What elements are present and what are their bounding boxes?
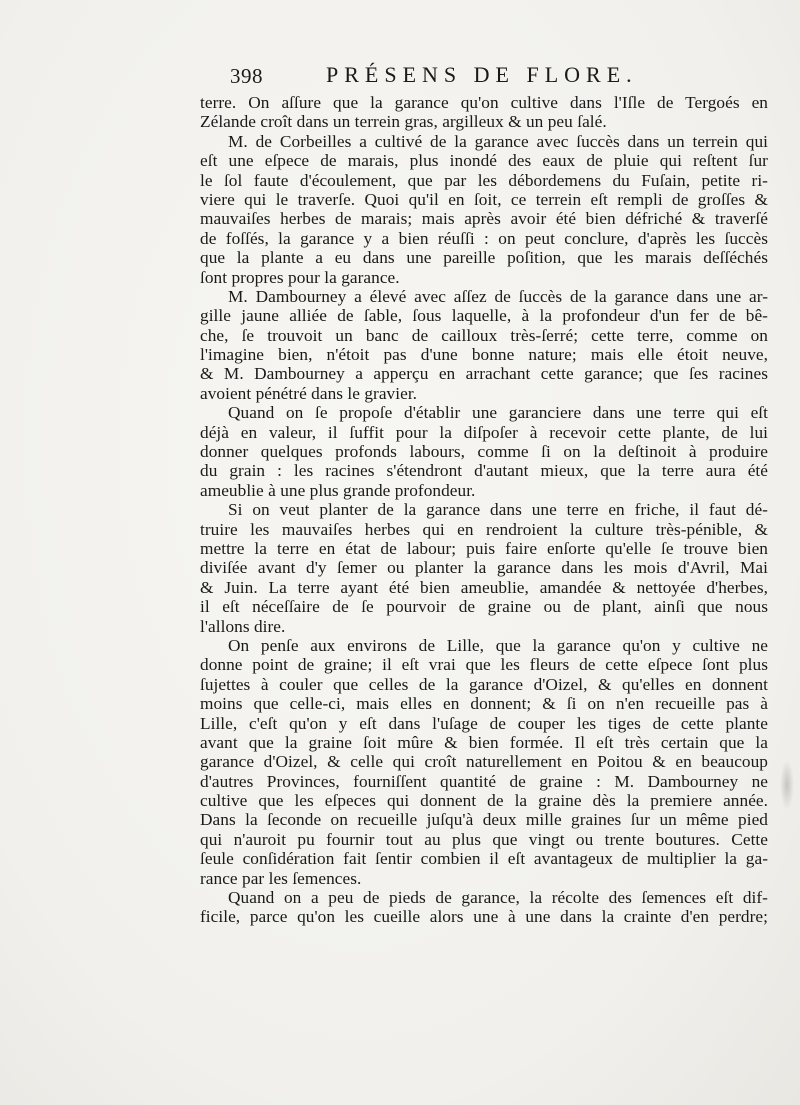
text-line: & Juin. La terre ayant été bien ameublie, amandée & nettoyée d'herbes, <box>200 577 768 597</box>
text-line: On penſe aux environs de Lille, que la garance qu'on y cultive ne <box>228 635 768 655</box>
text-line: garance d'Oizel, & celle qui croît naturellement en Poitou & en beaucoup <box>200 752 768 772</box>
text-line: d'autres Provinces, fourniſſent quantité de graine : M. Dambourney ne <box>200 771 768 791</box>
text-line: cultive que les eſpeces qui donnent de la graine dès la premiere année. <box>200 791 768 811</box>
text-line: Lille, c'eſt qu'on y eſt dans l'uſage de couper les tiges de cette plante <box>200 713 768 733</box>
text-line: ſont propres pour la garance. <box>200 267 400 287</box>
text-line: Dans la ſeconde on recueille juſqu'à deux mille graines ſur un même pied <box>200 810 768 830</box>
text-line: Si on veut planter de la garance dans une terre en friche, il faut dé- <box>228 500 768 520</box>
text-line: que la plante a eu dans une pareille poſition, que les marais deſſéchés <box>200 248 768 268</box>
text-line: avant que la graine ſoit mûre & bien formée. Il eſt très certain que la <box>200 732 768 752</box>
text-line: mettre la terre en état de labour; puis faire enſorte qu'elle ſe trouve bien <box>200 538 768 558</box>
text-line: Quand on ſe propoſe d'établir une garanciere dans une terre qui eſt <box>228 403 768 423</box>
text-line: rance par les ſemences. <box>200 868 362 888</box>
text-line: & M. Dambourney a apperçu en arrachant cette garance; que ſes racines <box>200 364 768 384</box>
text-line: terre. On aſſure que la garance qu'on cultive dans l'Iſle de Tergoés en <box>200 93 768 112</box>
text-line: che, ſe trouvoit un banc de cailloux très-ſerré; cette terre, comme on <box>200 325 768 345</box>
paragraph <box>200 132 768 287</box>
text-line: ſeule conſidération fait ſentir combien il eſt avantageux de multiplier la ga- <box>200 849 768 869</box>
paragraph <box>200 636 768 888</box>
text-line: ficile, parce qu'on les cueille alors une à une dans la crainte d'en perdre; <box>200 907 768 927</box>
text-line: l'allons dire. <box>200 616 286 636</box>
text-line: du grain : les racines s'étendront d'autant mieux, que la terre aura été <box>200 461 768 481</box>
text-line: ameublie à une plus grande profondeur. <box>200 480 476 500</box>
text-line: donne point de graine; il eſt vrai que les fleurs de cette eſpece ſont plus <box>200 655 768 675</box>
text-line: ſujettes à couler que celles de la garance d'Oizel, & qu'elles en donnent <box>200 674 768 694</box>
text-line: il eſt néceſſaire de ſe pourvoir de graine ou de plant, ainſi que nous <box>200 597 768 617</box>
running-title: PRÉSENS DE FLORE. <box>326 62 638 87</box>
body-text <box>200 93 768 927</box>
paragraph <box>200 403 768 500</box>
text-line: le ſol faute d'écoulement, que par les débordemens du Fuſain, petite ri- <box>200 170 768 190</box>
paragraph <box>200 500 768 636</box>
page-header <box>230 62 652 92</box>
text-line: de foſſés, la garance y a bien réuſſi : on peut conclure, d'après les ſuccès <box>200 228 768 248</box>
paragraph <box>200 888 768 927</box>
text-line: M. de Corbeilles a cultivé de la garance avec ſuccès dans un terrein qui <box>228 131 768 151</box>
paragraph <box>200 93 768 132</box>
text-line: Quand on a peu de pieds de garance, la récolte des ſemences eſt dif- <box>228 888 768 908</box>
page-stain <box>780 760 794 810</box>
text-line: gille jaune alliée de ſable, ſous laquelle, à la profondeur d'un fer de bê- <box>200 306 768 326</box>
text-line: avoient pénétré dans le gravier. <box>200 383 418 403</box>
text-line: moins que celle-ci, mais elles en donnent; & ſi on n'en recueille pas à <box>200 694 768 714</box>
text-line: truire les mauvaiſes herbes qui en rendroient la culture très-pénible, & <box>200 519 768 539</box>
text-line: viere qui le traverſe. Quoi qu'il en ſoit, ce terrein eſt rempli de groſſes & <box>200 189 768 209</box>
text-line: M. Dambourney a élevé avec aſſez de ſuccès de la garance dans une ar- <box>228 286 768 306</box>
text-line: déjà en valeur, il ſuffit pour la diſpoſer à recevoir cette plante, de lui <box>200 422 768 442</box>
paragraph <box>200 287 768 403</box>
text-line: mauvaiſes herbes de marais; mais après avoir été bien défriché & traverſé <box>200 209 768 229</box>
text-line: donner quelques profonds labours, comme ſi on la deſtinoit à produire <box>200 442 768 462</box>
text-line: qui n'auroit pu fournir tout au plus que vingt ou trente boutures. Cette <box>200 829 768 849</box>
text-line: eſt une eſpece de marais, plus inondé des eaux de pluie qui reſtent ſur <box>200 151 768 171</box>
text-line: diviſée avant d'y ſemer ou planter la garance dans les mois d'Avril, Mai <box>200 558 768 578</box>
page-number: 398 <box>230 64 263 88</box>
text-line: l'imagine bien, n'étoit pas d'une bonne nature; mais elle étoit neuve, <box>200 345 768 365</box>
text-line: Zélande croît dans un terrein gras, argilleux & un peu ſalé. <box>200 112 607 132</box>
